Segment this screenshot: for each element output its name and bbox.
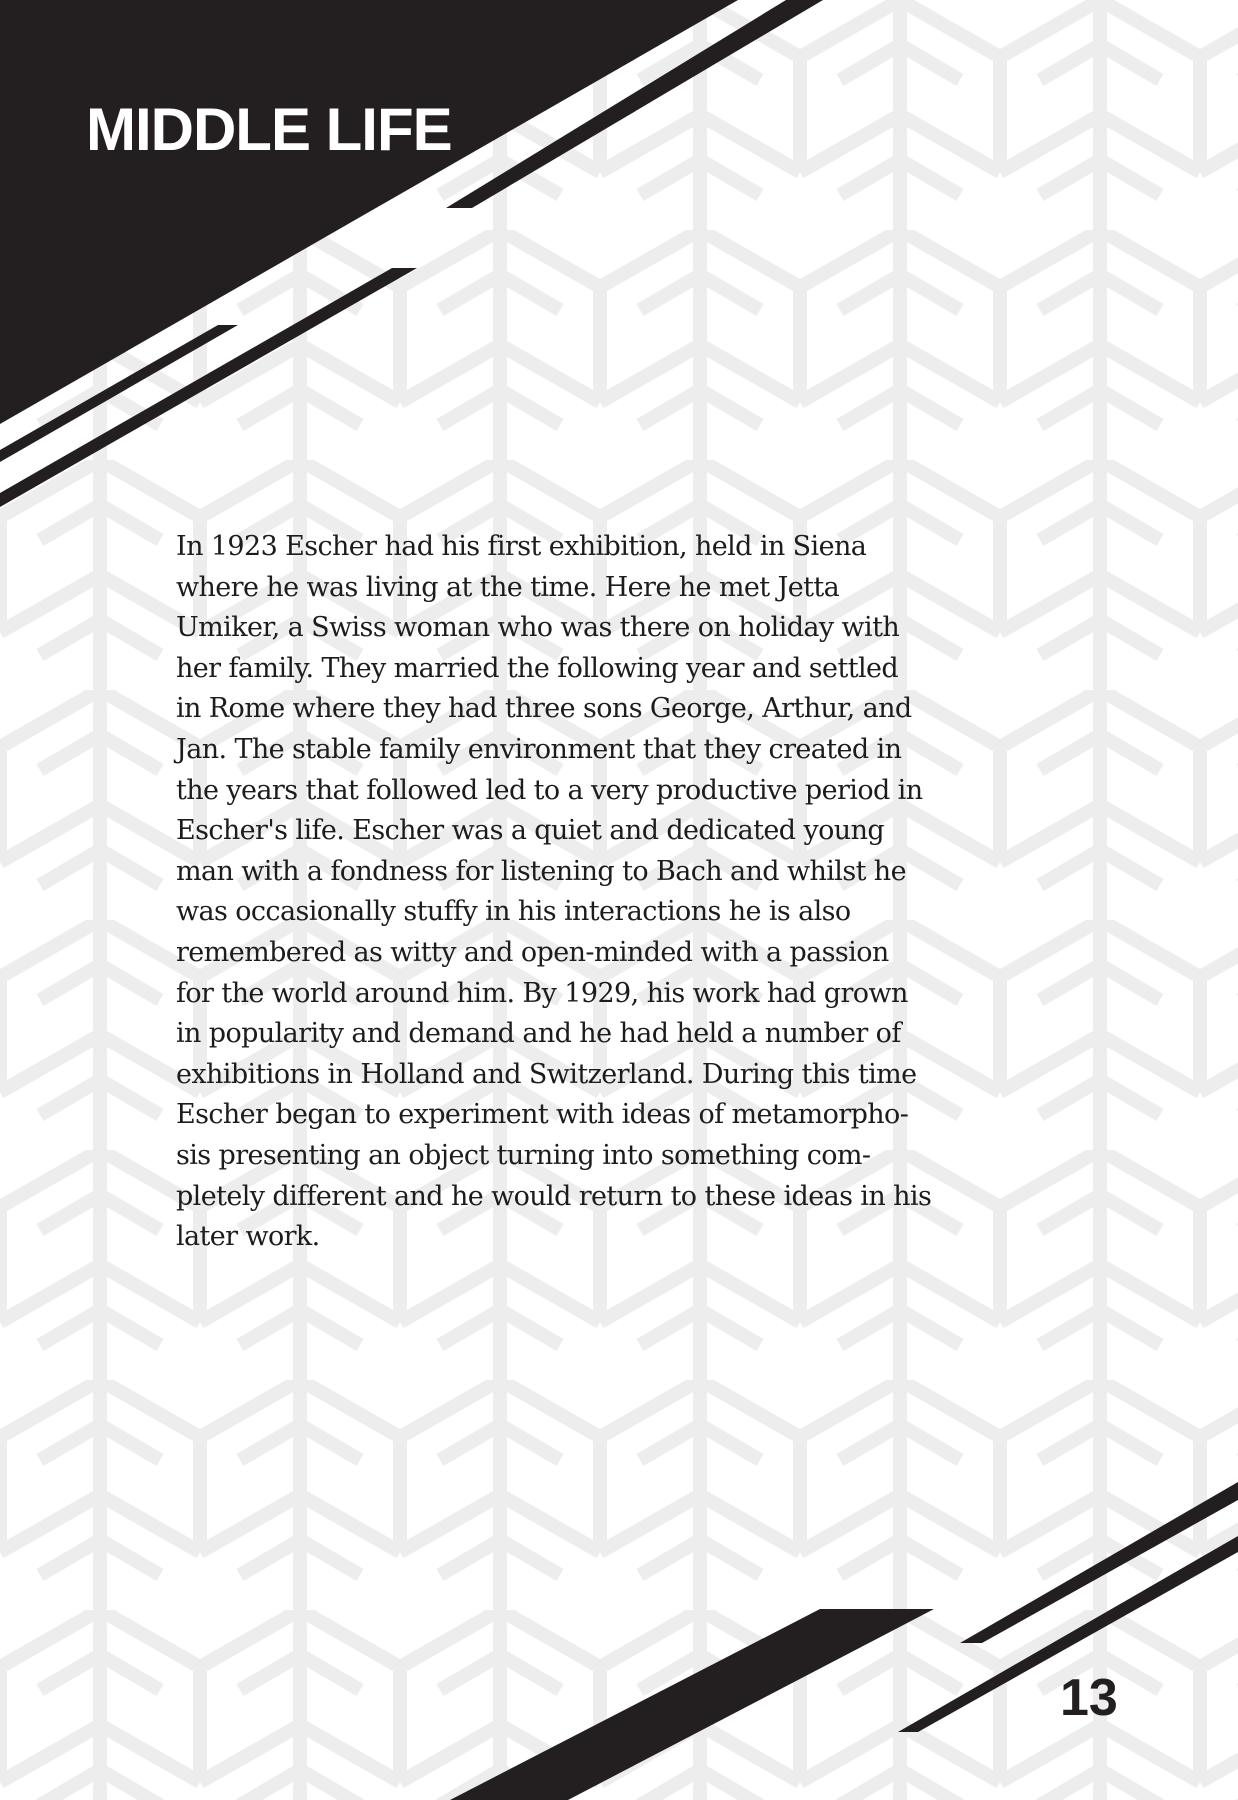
body-line: exhibitions in Holland and Switzerland. During this time [176,1058,917,1090]
footer-black-wedge [450,1609,934,1800]
body-line: her family. They married the following year and settled [176,652,899,684]
page-title: MIDDLE LIFE [86,96,452,163]
body-line: man with a fondness for listening to Bach and whilst he [176,855,906,887]
body-line: where he was living at the time. Here he met Jetta [176,571,840,603]
body-line: In 1923 Escher had his first exhibition, held in Siena [176,531,867,562]
body-line: remembered as witty and open-minded with a passion [176,936,889,968]
header-black-triangle [0,0,738,424]
body-line: in popularity and demand and he had held a number of [176,1018,901,1050]
body-line: pletely different and he would return to these ideas in his [176,1180,932,1212]
body-line: Escher began to experiment with ideas of metamorpho- [176,1099,909,1131]
body-line: the years that followed led to a very productive period in [176,774,923,806]
body-line: was occasionally stuffy in his interactions he is also [176,896,851,928]
body-line: sis presenting an object turning into something com- [176,1139,871,1171]
body-line: Umiker, a Swiss woman who was there on holiday with [176,612,900,644]
page-number: 13 [1060,1669,1118,1727]
body-line: for the world around him. By 1929, his work had grown [176,977,908,1009]
body-line: Escher's life. Escher was a quiet and dedicated young [176,815,885,847]
body-line: later work. [176,1221,320,1253]
body-line: in Rome where they had three sons George, Arthur, and [176,693,912,725]
body-line: Jan. The stable family environment that they created in [176,733,902,765]
body-paragraph [176,527,1086,1258]
